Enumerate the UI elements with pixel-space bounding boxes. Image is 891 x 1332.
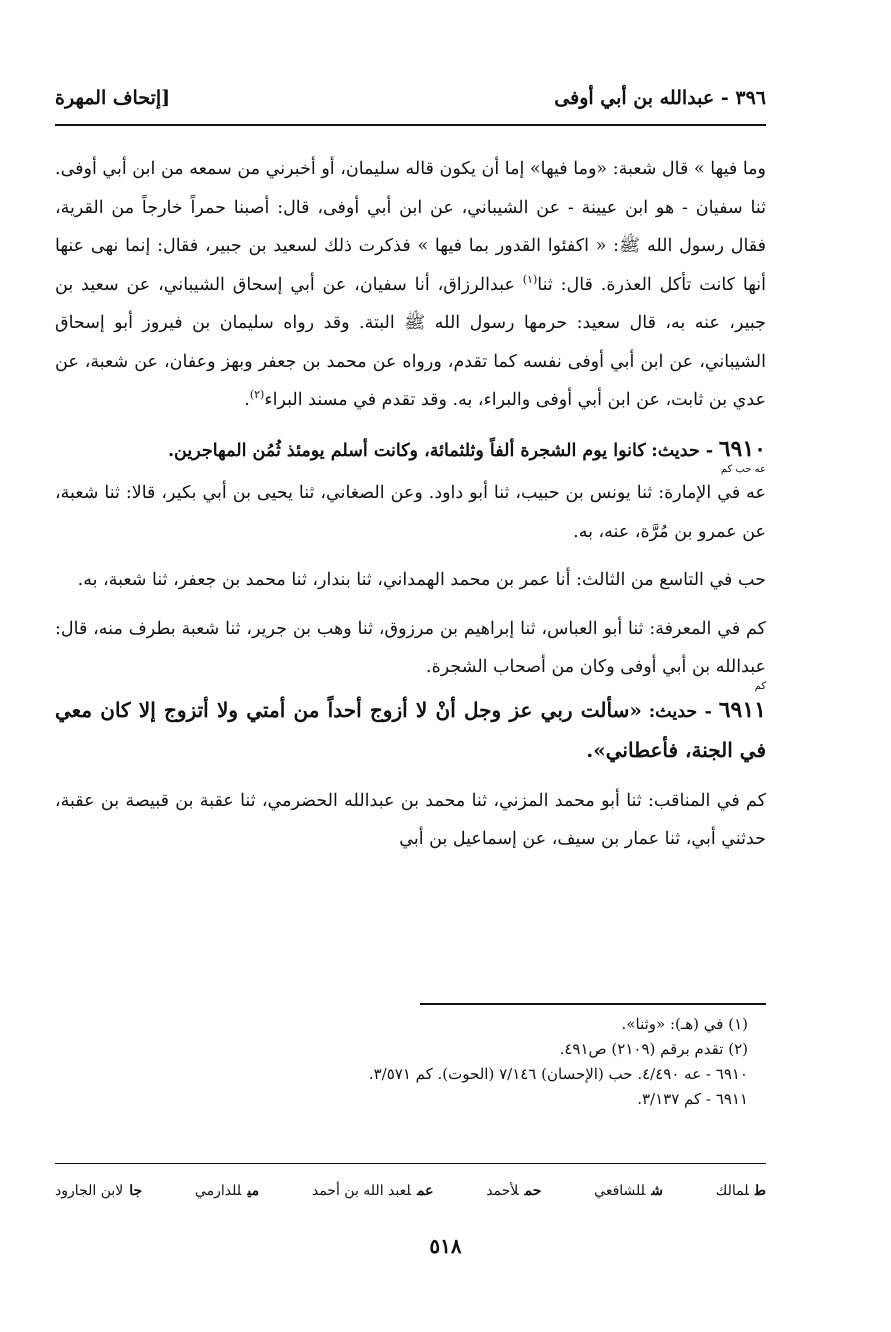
- legend-item: طلمالك: [715, 1183, 766, 1199]
- footnote-marker-2[interactable]: (٢): [249, 388, 265, 402]
- hadith-number: ٦٩١٠: [718, 435, 766, 462]
- abbreviation-legend: [55, 1176, 766, 1206]
- legend-item: جالابن الجارود: [55, 1183, 143, 1199]
- legend-item: عملعبد الله بن أحمد: [311, 1183, 434, 1199]
- hadith-6911-heading: [55, 691, 766, 772]
- main-text: [55, 150, 766, 859]
- source-codes: كم: [754, 680, 766, 692]
- source-codes: عه حب كم: [720, 464, 766, 475]
- hadith-label: - حديث:: [648, 701, 712, 722]
- legend-item: شللشافعي: [594, 1183, 664, 1199]
- paragraph-continuation: وما فيها » قال شعبة: «وما فيها» إما أن يكون قاله سليمان، أو أخبرني من سمعه من ابن أبي أوفى. ثنا سفيان - هو ابن عيينة - عن الشيباني، عن ابن أبي أوفى، قال: أصبنا حمراً خارجاً من القرية، فقال رسول الله ﷺ: « اكفئوا القدور بما فيها » فذكرت ذلك لسعيد بن جبير، فقال: إنما نهى عنها أنها كانت تأكل العذرة. قال: ثنا$^{(١)}$ عبدالرزاق، أنا سفيان، عن أبي إسحاق الشيباني، عن سعيد بن جبير، عنه به، قال سعيد: حرمها رسول الله ﷺ البتة. وقد رواه سليمان بن فيروز أبو إسحاق الشيباني، عن ابن أبي أوفى نفسه كما تقدم، ورواه عن محمد بن جعفر وبهز وعفان، عن شعبة، عن عدي بن ثابت، عن ابن أبي أوفى والبراء، به. وقد تقدم في مسند البراء$^{(٢)}$.: [55, 159, 767, 410]
- paragraph-km2: كم في المناقب: ثنا أبو محمد المزني، ثنا محمد بن عبدالله الحضرمي، ثنا عقبة بن قبيصة بن عقبة، حدثني أبي، ثنا عمار بن سيف، عن إسماعيل بن أبي: [55, 790, 766, 849]
- page-number: ٥١٨: [429, 1234, 462, 1258]
- footnote-rule: [420, 1003, 766, 1005]
- legend-item: ميللدارمي: [194, 1183, 260, 1199]
- hadith-text: «سألت ربي عز وجل أنْ لا أزوج أحداً من أمتي ولا أتزوج إلا كان معي في الجنة، فأعطاني».: [55, 697, 766, 762]
- header-rule: [55, 124, 766, 126]
- footnote-marker-1[interactable]: (١): [522, 272, 538, 286]
- paragraph-aa: عه في الإمارة: ثنا يونس بن حبيب، ثنا أبو داود. وعن الصغاني، ثنا يحيى بن أبي بكير، قالا: ثنا شعبة، عن عمرو بن مُرَّة، عنه، به.: [55, 483, 766, 542]
- footnote-item: (١) في (هـ): «وثنا».: [621, 1015, 748, 1033]
- legend-item: حملأحمد: [486, 1183, 542, 1199]
- footnote-item: (٢) تقدم برقم (٢١٠٩) ص٤٩١.: [559, 1040, 748, 1058]
- footnotes: [55, 1012, 766, 1112]
- hadith-number: ٦٩١١: [718, 696, 766, 723]
- footnote-item: ٦٩١٠ - عه ٤/٤٩٠. حب (الإحسان) ٧/١٤٦ (الحوت). كم ٣/٥٧١.: [368, 1065, 748, 1083]
- header-title: ٣٩٦ - عبدالله بن أبي أوفى: [554, 87, 766, 109]
- header-book-name: [إتحاف المهرة: [55, 87, 171, 109]
- paragraph-hb: حب في التاسع من الثالث: أنا عمر بن محمد الهمداني، ثنا بندار، ثنا محمد بن جعفر، ثنا شعبة، به.: [77, 570, 766, 590]
- footnote-item: ٦٩١١ - كم ٣/١٣٧.: [637, 1090, 748, 1108]
- legend-rule: [55, 1163, 766, 1164]
- paragraph-km: كم في المعرفة: ثنا أبو العباس، ثنا إبراهيم بن مرزوق، ثنا وهب بن جرير، ثنا شعبة بطرف منه، قال: عبدالله بن أبي أوفى وكان من أصحاب الشجرة.: [55, 618, 766, 677]
- running-header: [55, 80, 766, 116]
- hadith-label: - حديث:: [651, 440, 714, 461]
- hadith-text: كانوا يوم الشجرة ألفاً وثلثمائة، وكانت أسلم يومئذ ثُمُن المهاجرين.: [167, 440, 646, 461]
